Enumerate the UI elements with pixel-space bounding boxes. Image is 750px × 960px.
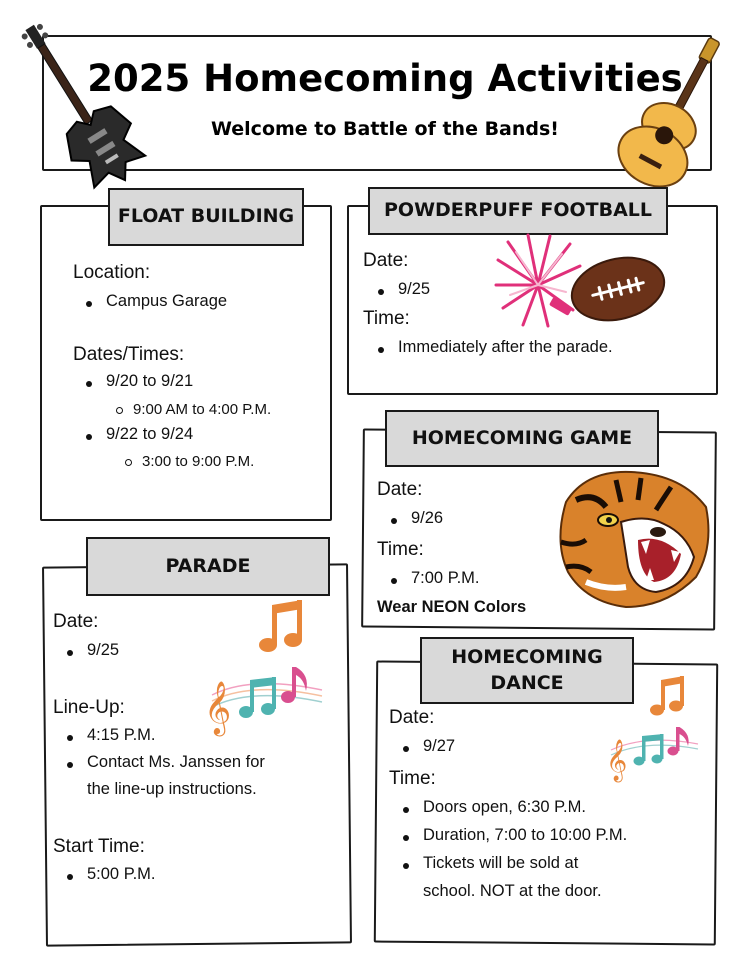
float-building-heading: FLOAT BUILDING: [108, 188, 304, 246]
powderpuff-time-label: Time:: [363, 308, 410, 329]
svg-text:𝄞: 𝄞: [204, 680, 232, 734]
dance-date-label: Date:: [389, 707, 435, 728]
float-location-label: Location:: [73, 262, 151, 283]
music-notes-icon: [202, 595, 332, 745]
game-heading: HOMECOMING GAME: [385, 410, 659, 467]
parade-start-label: Start Time:: [53, 836, 145, 857]
tiger-icon: [546, 462, 716, 612]
float-dates-label: Dates/Times:: [73, 344, 185, 365]
float-range-1-time: 9:00 AM to 4:00 P.M.: [133, 401, 272, 418]
powderpuff-date: 9/25: [398, 280, 431, 298]
game-date-label: Date:: [377, 479, 423, 500]
float-range-2-time: 3:00 to 9:00 P.M.: [142, 453, 255, 470]
game-date: 9/26: [411, 509, 444, 527]
dance-heading-line1: HOMECOMING: [451, 645, 603, 668]
float-range-2: 9/22 to 9/24: [106, 425, 194, 443]
dance-tickets-cont: school. NOT at the door.: [423, 882, 602, 900]
football-icon: [568, 250, 668, 328]
parade-lineup-contact-cont: the line-up instructions.: [87, 780, 257, 798]
svg-text:𝄞: 𝄞: [606, 740, 628, 781]
acoustic-guitar-icon: [615, 30, 735, 195]
page-title: 2025 Homecoming Activities: [87, 57, 683, 100]
dance-duration: Duration, 7:00 to 10:00 P.M.: [423, 826, 628, 844]
powderpuff-date-label: Date:: [363, 250, 409, 271]
electric-guitar-icon: [15, 8, 145, 203]
dance-doors: Doors open, 6:30 P.M.: [423, 798, 586, 816]
parade-start-time: 5:00 P.M.: [87, 865, 156, 883]
dance-time-label: Time:: [389, 768, 436, 789]
parade-lineup-time: 4:15 P.M.: [87, 726, 156, 744]
dance-date: 9/27: [423, 737, 456, 755]
float-location: Campus Garage: [106, 292, 228, 310]
powderpuff-heading: POWDERPUFF FOOTBALL: [368, 187, 668, 235]
parade-lineup-label: Line-Up:: [53, 697, 125, 718]
game-time-label: Time:: [377, 539, 424, 560]
parade-heading: PARADE: [86, 537, 330, 596]
float-range-1: 9/20 to 9/21: [106, 372, 194, 390]
game-time: 7:00 P.M.: [411, 569, 480, 587]
parade-date: 9/25: [87, 641, 120, 659]
game-note: Wear NEON Colors: [377, 598, 527, 616]
dance-heading: [420, 637, 634, 704]
parade-date-label: Date:: [53, 611, 99, 632]
dance-heading-line2: DANCE: [490, 671, 564, 694]
music-notes-icon: [606, 672, 702, 782]
page-subtitle: Welcome to Battle of the Bands!: [211, 118, 559, 140]
parade-lineup-contact: Contact Ms. Janssen for: [87, 753, 265, 771]
powderpuff-time: Immediately after the parade.: [398, 338, 613, 356]
dance-tickets: Tickets will be sold at: [423, 854, 579, 872]
